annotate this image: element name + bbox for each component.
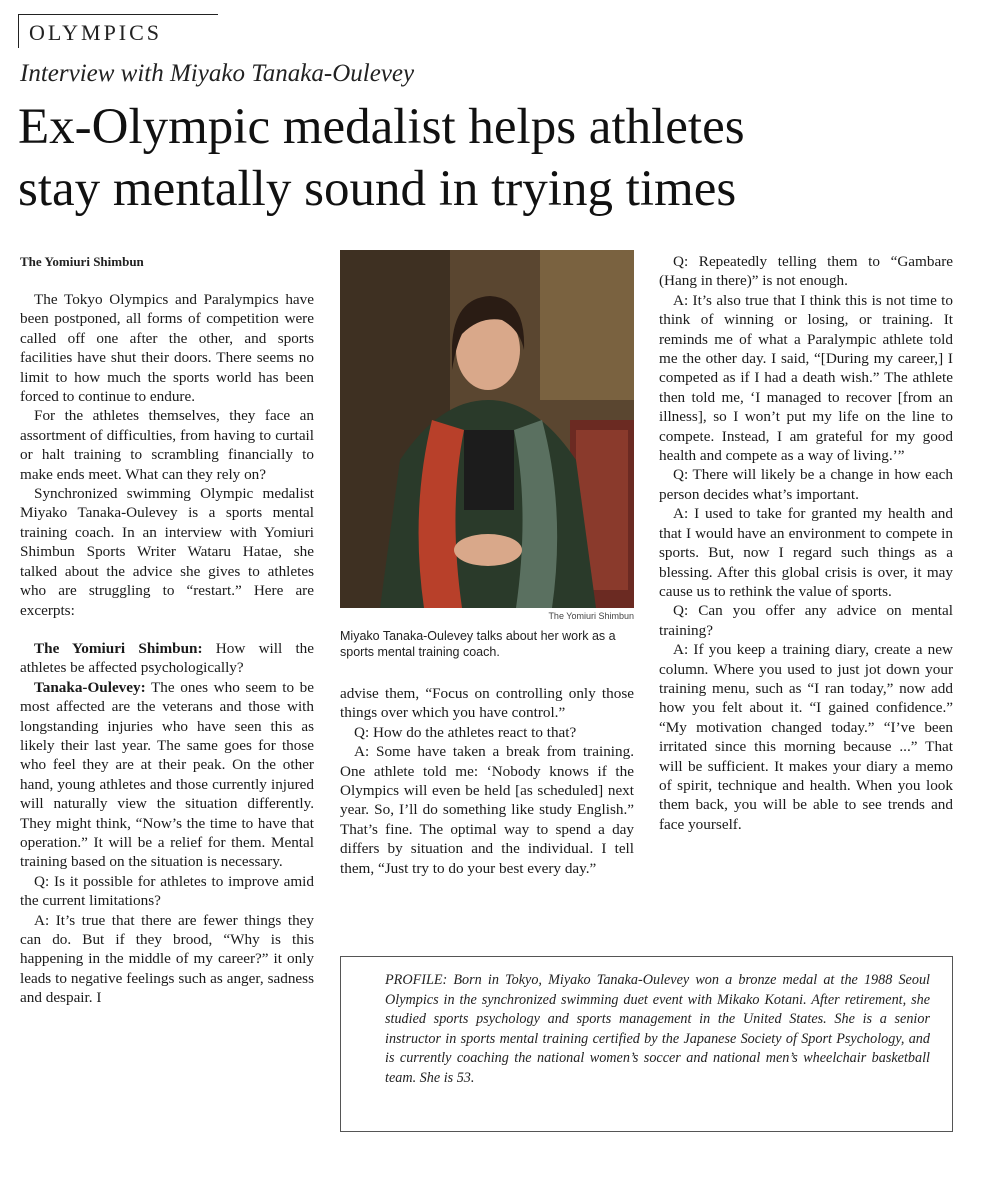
question-text: How will the athletes be affected psychologically? (20, 639, 314, 677)
speaker-label: A: (673, 641, 689, 659)
article-column-3 (659, 252, 953, 834)
question-4 (659, 252, 953, 291)
question-text: Repeatedly telling them to “Gambare (Hang in there)” is not enough. (659, 253, 953, 290)
speaker-label: Q: (34, 872, 50, 890)
section-label (18, 14, 218, 48)
answer-text: If you keep a training diary, create a new column. Where you used to just jot down your training menu, such as “I ran today,” now add how you felt about it. “I gained confidence.” “My motivation changed today.” “I’ve been irritated since this morning because ...” That will be sufficient. It makes your diary a memo of spirit, technique and health. When you look them back, you will be able to see trends and face yourself. (659, 641, 953, 833)
speaker-label: A: (673, 505, 689, 523)
speaker-label: Q: (673, 602, 689, 620)
answer-4 (659, 291, 953, 466)
article-column-1 (20, 290, 314, 1008)
answer-text: It’s true that there are fewer things they can do. But if they brood, “Why is this happening in the middle of my career?” it only leads to negative feelings such as anger, sadness and despair. I (20, 911, 314, 1007)
answer-5 (659, 504, 953, 601)
answer-2 (20, 911, 314, 1008)
photo-credit: The Yomiuri Shimbun (548, 611, 634, 621)
interview-photo (340, 250, 634, 608)
speaker-label: Q: (354, 723, 370, 741)
question-5 (659, 465, 953, 504)
paragraph: For the athletes themselves, they face an assortment of difficulties, from having to curtail or halt training to scrambling financially to make ends meet. What can they rely on? (20, 407, 314, 483)
photo-caption: Miyako Tanaka-Oulevey talks about her work as a sports mental training coach. (340, 629, 616, 659)
question-2 (20, 872, 314, 911)
speaker-label: A: (354, 743, 370, 761)
answer-text: It’s also true that I think this is not time to think of winning or losing, or training. It reminds me of what a Paralympic athlete told me the other day. I said, “[During my career,] I competed as if I had a death wish.” The athlete then told me, ‘I managed to recover [from an illness], so I won’t put my life on the line to compete. Instead, I am grateful for my good health and compete as a way of living.’” (659, 291, 953, 465)
speaker-label: A: (673, 291, 689, 309)
speaker-label: Q: (673, 253, 689, 270)
speaker-label: A: (34, 911, 50, 929)
speaker-label: The Yomiuri Shimbun: (34, 639, 203, 657)
question-text: How do the athletes react to that? (369, 723, 577, 741)
profile-text: PROFILE: Born in Tokyo, Miyako Tanaka-Oulevey won a bronze medal at the 1988 Seoul Olympics in the synchronized swimming duet event with Mikako Kotani. After retirement, she studied sports psychology and sports management in the United States. She is a senior instructor in sports mental training certified by the Japanese Society of Sport Psychology, and is currently coaching the national women’s soccer and national men’s wheelchair basketball team. She is 53. (385, 972, 930, 1086)
headline-line-2: stay mentally sound in trying times (18, 161, 737, 217)
kicker: Interview with Miyako Tanaka-Oulevey (20, 60, 415, 87)
question-1 (20, 639, 314, 678)
portrait-illustration (340, 250, 634, 608)
paragraph: Synchronized swimming Olympic medalist Miyako Tanaka-Oulevey is a sports mental training coach. In an interview with Yomiuri Shimbun Sports Writer Wataru Hatae, she talked about the advice she gives to athletes who are struggling to “restart.” Here are excerpts: (20, 485, 314, 619)
answer-3 (340, 742, 634, 878)
byline: The Yomiuri Shimbun (20, 254, 144, 269)
answer-1 (20, 678, 314, 872)
answer-text: The ones who seem to be most affected are the veterans and those with longstanding injuries who have seen this as likely their last year. The same goes for those who feel they are at their peak. On the other hand, young athletes and those currently injured will naturally view the situation differently. They might think, “Now’s the time to have that operation.” It will be a relief for them. Mental training based on the situation is necessary. (20, 678, 314, 871)
answer-text: Some have taken a break from training. One athlete told me: ‘Nobody knows if the Olympics will even be held [as scheduled] next year. So, I’ll do something like study English.” That’s fine. The optimal way to spend a day differs by situation and the individual. I tell them, “Just try to do your best every day.” (340, 743, 634, 877)
question-text: Can you offer any advice on mental training? (659, 602, 953, 639)
answer-text: I used to take for granted my health and that I would have an environment to compete in sports. But, now I regard such things as a blessing. After this global crisis is over, it may cause us to rethink the value of sports. (659, 505, 953, 600)
article-column-2 (340, 684, 634, 878)
speaker-label: Tanaka-Oulevey: (34, 678, 146, 696)
question-6 (659, 601, 953, 640)
paragraph: The Tokyo Olympics and Paralympics have been postponed, all forms of competition were called off one after the other, and sports facilities have shut their doors. There seems no limit to how much the sports world has been forced to continue to endure. (20, 291, 314, 406)
headline-line-1: Ex-Olympic medalist helps athletes (18, 99, 745, 155)
question-3 (340, 723, 634, 742)
question-text: There will likely be a change in how each person decides what’s important. (659, 466, 953, 503)
question-text: Is it possible for athletes to improve amid the current limitations? (20, 872, 314, 910)
answer-6 (659, 640, 953, 834)
speaker-label: Q: (673, 466, 689, 484)
headline (18, 96, 978, 220)
paragraph: advise them, “Focus on controlling only those things over which you have control.” (340, 685, 634, 722)
profile-box (340, 956, 953, 1132)
section-name: OLYMPICS (29, 20, 163, 45)
